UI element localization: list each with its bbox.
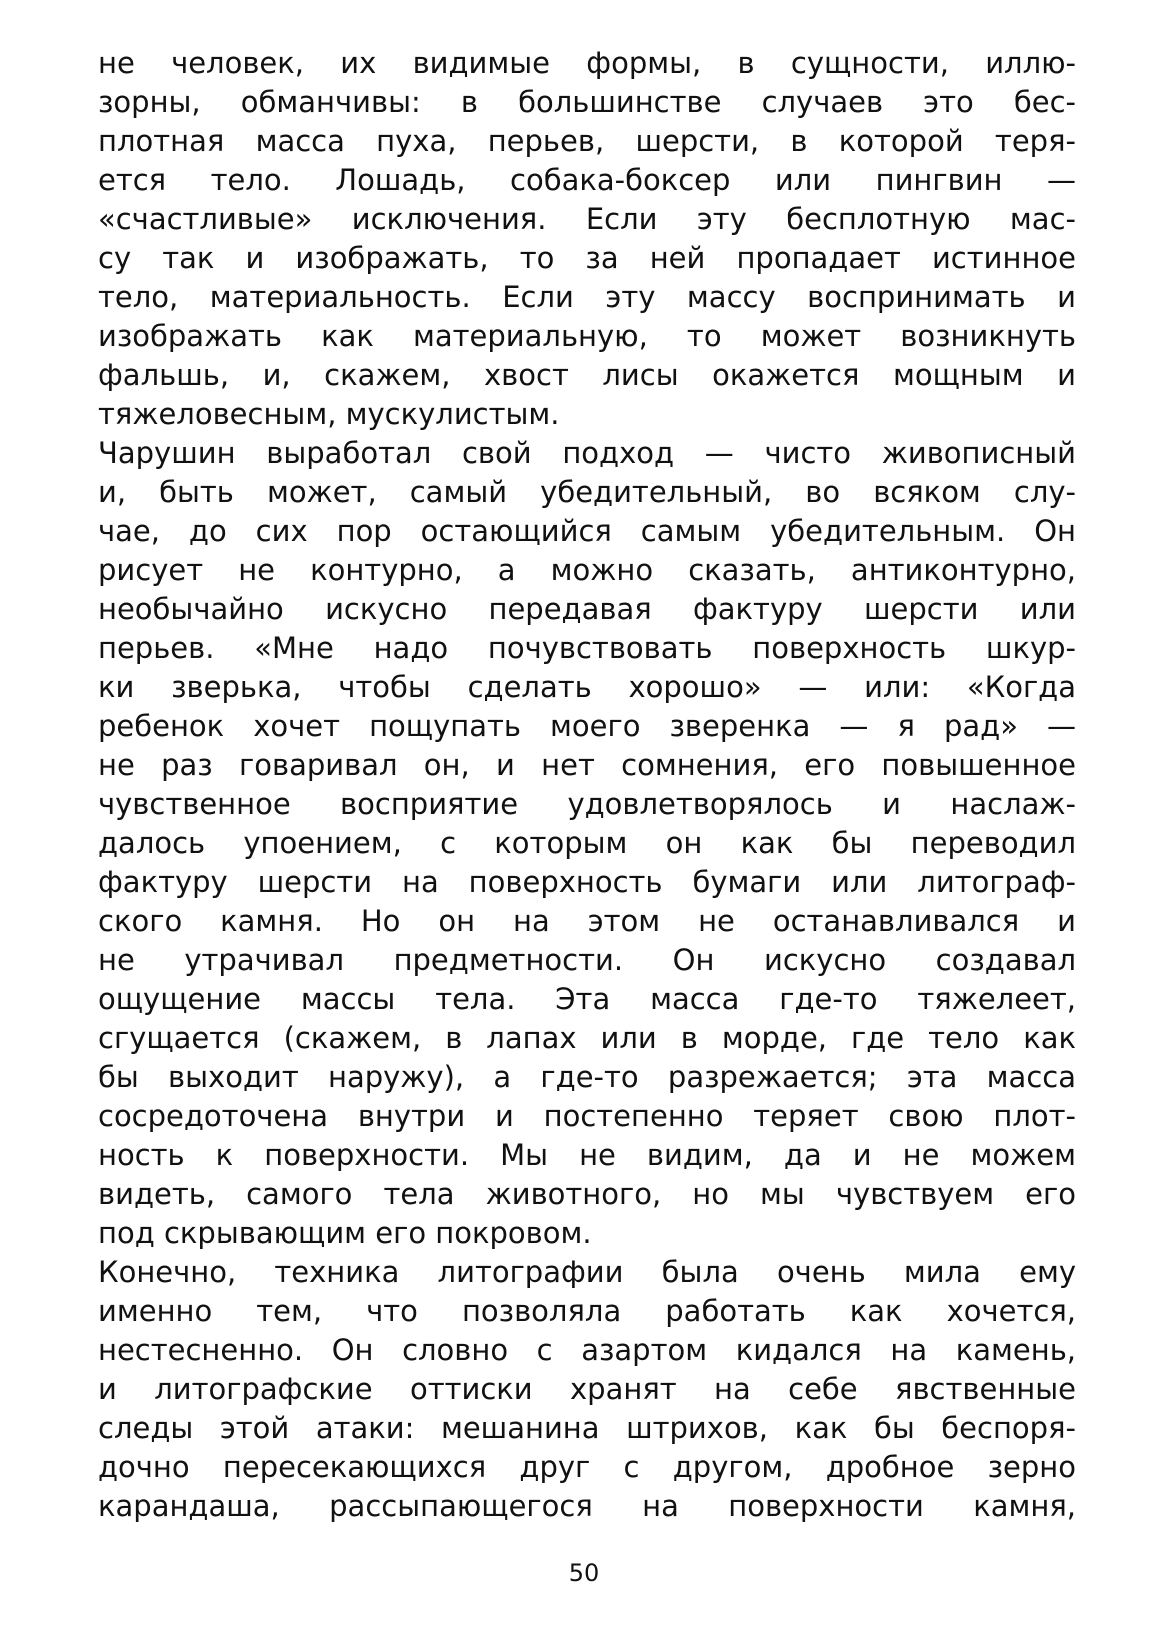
text-line: тело, материальность. Если эту массу воспринимать и <box>98 280 1076 314</box>
text-line: не раз говаривал он, и нет сомнения, его повышенное <box>98 748 1076 782</box>
text-line: ется тело. Лошадь, собака-боксер или пингвин — <box>98 163 1076 197</box>
text-line: «счастливые» исключения. Если эту бесплотную мас- <box>98 202 1076 236</box>
text-line: тяжеловесным, мускулистым. <box>98 397 560 431</box>
text-line: су так и изображать, то за ней пропадает истинное <box>98 241 1076 275</box>
text-line: Чарушин выработал свой подход — чисто живописный <box>98 436 1076 470</box>
text-line: Конечно, техника литографии была очень мила ему <box>98 1255 1076 1289</box>
text-line: видеть, самого тела животного, но мы чувствуем его <box>98 1177 1076 1211</box>
text-line: и литографские оттиски хранят на себе явственные <box>98 1372 1076 1406</box>
text-line: нестесненно. Он словно с азартом кидался на камень, <box>98 1333 1076 1367</box>
paragraph-2 <box>98 434 1076 1253</box>
text-line: сгущается (скажем, в лапах или в морде, где тело как <box>98 1021 1076 1055</box>
text-line: фактуру шерсти на поверхность бумаги или литограф- <box>98 865 1076 899</box>
page-number: 50 <box>568 1559 600 1587</box>
text-line: дочно пересекающихся друг с другом, дробное зерно <box>98 1450 1076 1484</box>
text-line: ность к поверхности. Мы не видим, да и не можем <box>98 1138 1076 1172</box>
paragraph-3 <box>98 1253 1076 1526</box>
text-line: чае, до сих пор остающийся самым убедительным. Он <box>98 514 1076 548</box>
text-line: рисует не контурно, а можно сказать, антиконтурно, <box>98 553 1076 587</box>
text-line: перьев. «Мне надо почувствовать поверхность шкур- <box>98 631 1076 665</box>
text-line: фальшь, и, скажем, хвост лисы окажется мощным и <box>98 358 1076 392</box>
text-line: не человек, их видимые формы, в сущности, иллю- <box>98 46 1076 80</box>
text-line: ощущение массы тела. Эта масса где-то тяжелеет, <box>98 982 1076 1016</box>
text-line: и, быть может, самый убедительный, во всяком слу- <box>98 475 1076 509</box>
text-line: не утрачивал предметности. Он искусно создавал <box>98 943 1076 977</box>
text-line: следы этой атаки: мешанина штрихов, как бы беспоря- <box>98 1411 1076 1445</box>
text-line: далось упоением, с которым он как бы переводил <box>98 826 1076 860</box>
text-line: необычайно искусно передавая фактуру шерсти или <box>98 592 1076 626</box>
body-text <box>98 44 1076 1526</box>
text-line: именно тем, что позволяла работать как хочется, <box>98 1294 1076 1328</box>
paragraph-1 <box>98 44 1076 434</box>
text-line: изображать как материальную, то может возникнуть <box>98 319 1076 353</box>
text-line: ки зверька, чтобы сделать хорошо» — или: «Когда <box>98 670 1076 704</box>
text-line: ребенок хочет пощупать моего зверенка — я рад» — <box>98 709 1076 743</box>
text-line: зорны, обманчивы: в большинстве случаев это бес- <box>98 85 1076 119</box>
text-line: бы выходит наружу), а где-то разрежается; эта масса <box>98 1060 1076 1094</box>
text-line: ского камня. Но он на этом не останавливался и <box>98 904 1076 938</box>
text-line: карандаша, рассыпающегося на поверхности камня, <box>98 1489 1076 1523</box>
text-line: чувственное восприятие удовлетворялось и наслаж- <box>98 787 1076 821</box>
text-line: под скрывающим его покровом. <box>98 1216 592 1250</box>
text-line: плотная масса пуха, перьев, шерсти, в которой теря- <box>98 124 1076 158</box>
text-line: сосредоточена внутри и постепенно теряет свою плот- <box>98 1099 1076 1133</box>
